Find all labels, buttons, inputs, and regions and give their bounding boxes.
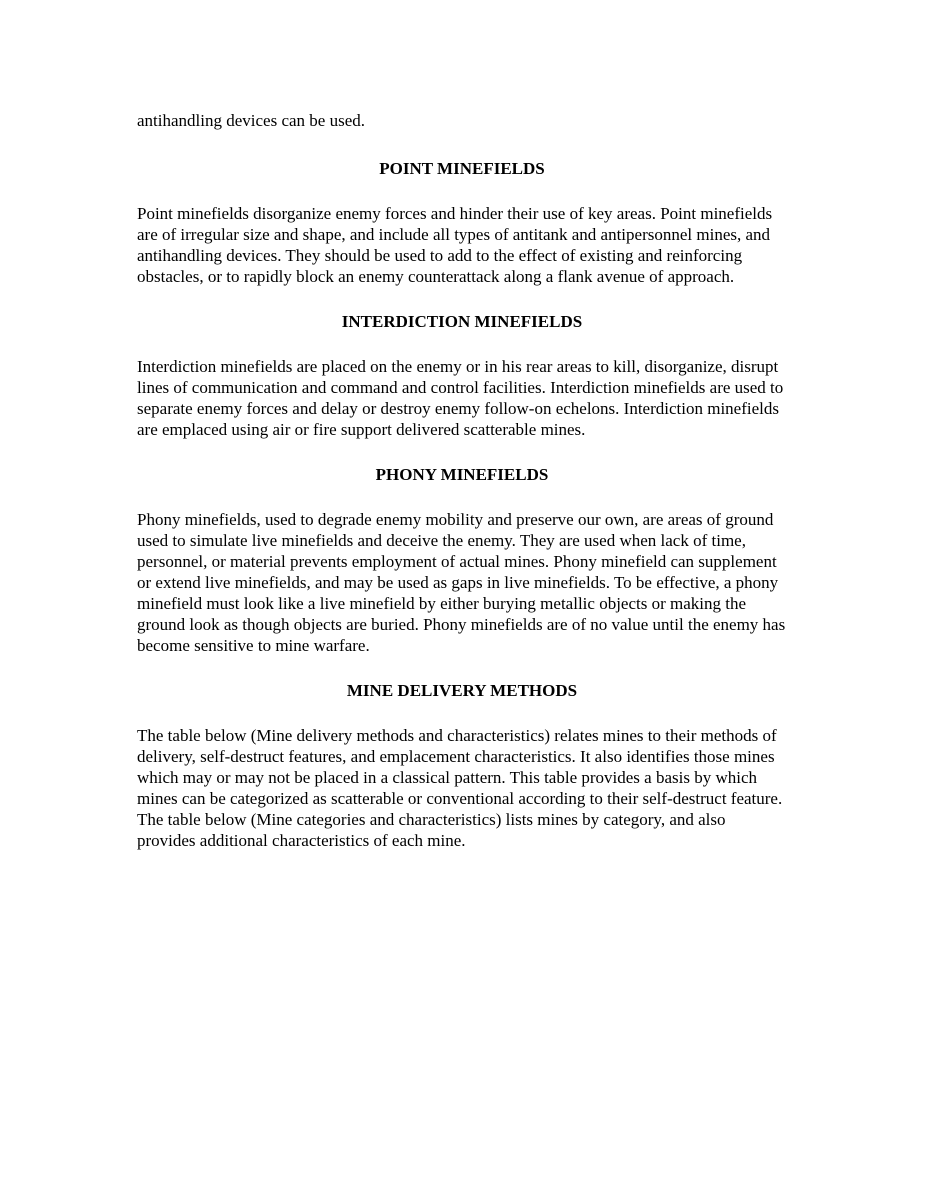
- page-content: [137, 110, 787, 875]
- section-heading: INTERDICTION MINEFIELDS: [341, 312, 583, 331]
- section-phony-minefields: [137, 464, 787, 656]
- section-interdiction-minefields: [137, 311, 787, 440]
- section-point-minefields: [137, 158, 787, 287]
- section-mine-delivery-methods: [137, 680, 787, 851]
- section-paragraph: Point minefields disorganize enemy forces and hinder their use of key areas. Point minefields are of irregular size and shape, and include all types of antitank and antipersonnel mines, and antihandling devices. They should be used to add to the effect of existing and reinforcing obstacles, or to rapidly block an enemy counterattack along a flank avenue of approach.: [137, 204, 773, 286]
- section-paragraph: Interdiction minefields are placed on the enemy or in his rear areas to kill, disorganize, disrupt lines of communication and command and control facilities. Interdiction minefields are used to separate enemy forces and delay or destroy enemy follow-on echelons. Interdiction minefields are emplaced using air or fire support delivered scatterable mines.: [137, 357, 784, 439]
- continued-paragraph: antihandling devices can be used.: [137, 111, 366, 130]
- section-paragraph: The table below (Mine delivery methods and characteristics) relates mines to their methods of delivery, self-destruct features, and emplacement characteristics. It also identifies those mines which may or may not be placed in a classical pattern. This table provides a basis by which mines can be categorized as scatterable or conventional according to their self-destruct feature. The table below (Mine categories and characteristics) lists mines by category, and also provides additional characteristics of each mine.: [137, 726, 783, 850]
- section-heading: PHONY MINEFIELDS: [375, 465, 549, 484]
- section-heading: POINT MINEFIELDS: [379, 159, 545, 178]
- section-heading: MINE DELIVERY METHODS: [346, 681, 578, 700]
- section-paragraph: Phony minefields, used to degrade enemy mobility and preserve our own, are areas of ground used to simulate live minefields and deceive the enemy. They are used when lack of time, personnel, or material prevents employment of actual mines. Phony minefield can supplement or extend live minefields, and may be used as gaps in live minefields. To be effective, a phony minefield must look like a live minefield by either burying metallic objects or making the ground look as though objects are buried. Phony minefields are of no value until the enemy has become sensitive to mine warfare.: [137, 510, 786, 655]
